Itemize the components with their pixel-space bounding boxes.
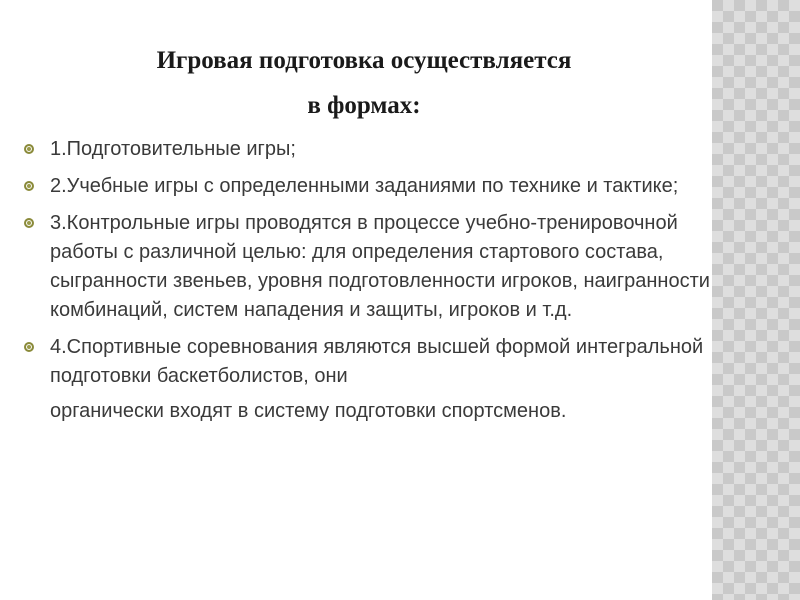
circle-bullet-icon (24, 218, 34, 228)
bullet-item-1 (22, 135, 710, 164)
bullet-item-3 (22, 209, 710, 325)
decorative-side-panel (712, 0, 800, 600)
slide-title-line-2: в формах: (307, 92, 421, 119)
bullet-list (22, 135, 710, 434)
bullet-item-4 (22, 333, 710, 426)
bullet-text: 3.Контрольные игры проводятся в процессе учебно-тренировочной работы с различной целью: для определения стартового состава, сыгранности звеньев, уровня подготовленности игроков, наигранности комбинаций, систем нападения и защиты, игроков и т.д. (50, 212, 710, 321)
bullet-text: 2.Учебные игры с определенными заданиями по технике и тактике; (50, 175, 679, 197)
slide-title-line-1: Игровая подготовка осуществляется (156, 47, 572, 74)
bullet-text: 4.Спортивные соревнования являются высшей формой интегральной подготовки баскетболистов, они (50, 336, 704, 387)
slide-title (20, 38, 708, 128)
bullet-text-continuation: органически входят в систему подготовки спортсменов. (50, 400, 567, 422)
circle-bullet-icon (24, 342, 34, 352)
circle-bullet-icon (24, 144, 34, 154)
bullet-text: 1.Подготовительные игры; (50, 138, 296, 160)
circle-bullet-icon (24, 181, 34, 191)
bullet-item-2 (22, 172, 710, 201)
